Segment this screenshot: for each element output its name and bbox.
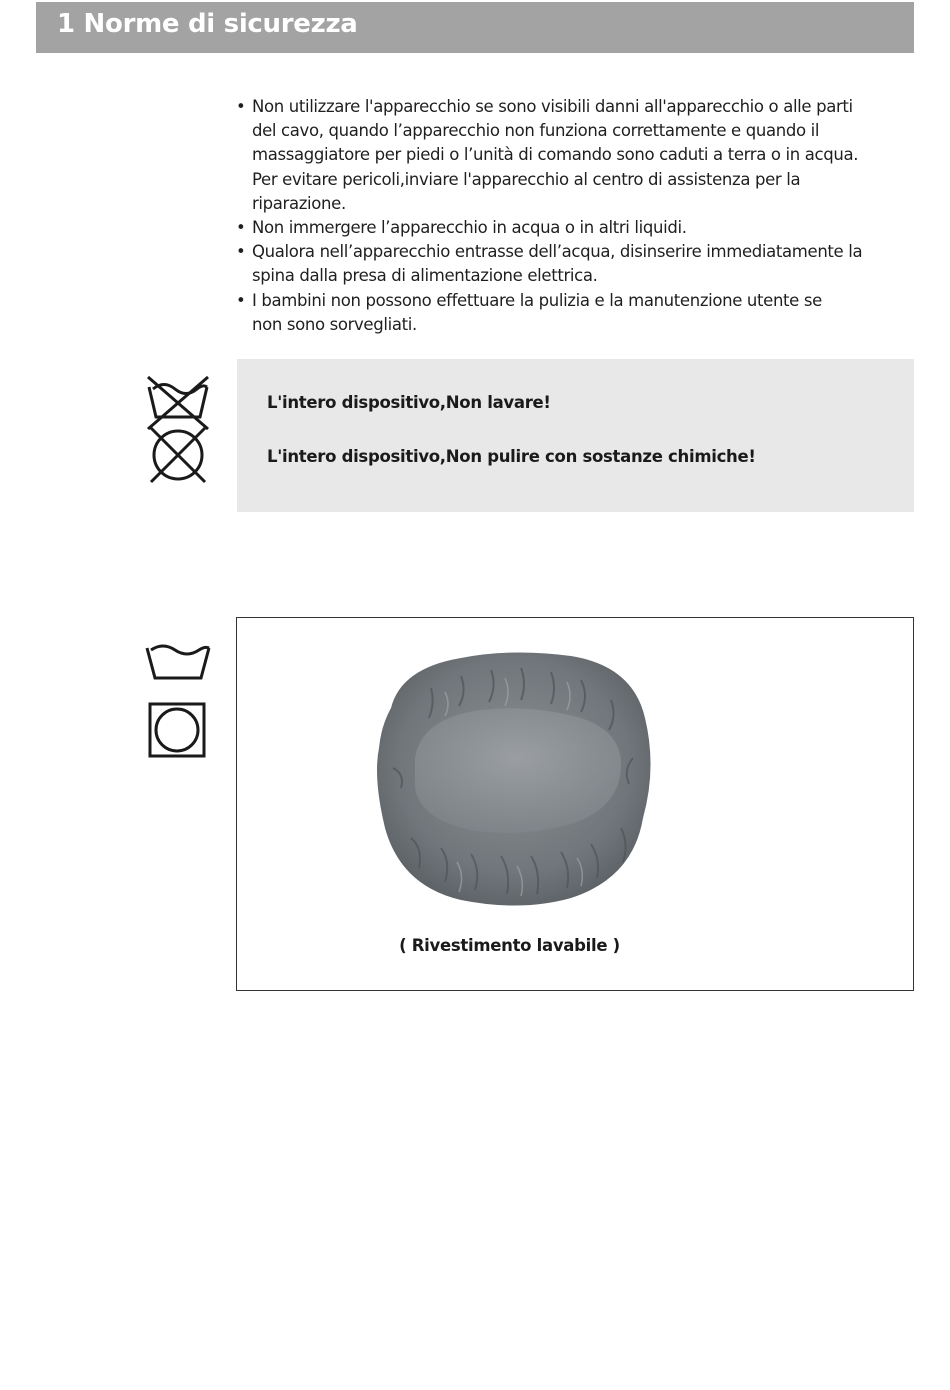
bullet-line: Per evitare pericoli,inviare l'apparecchio al centro di assistenza per la xyxy=(252,169,801,189)
bullet-line: riparazione. xyxy=(252,193,346,213)
list-item: • Non utilizzare l'apparecchio se sono visibili danni all'apparecchio o alle parti del cavo, quando l’apparecchio non funziona correttamente e quando il massaggiatore per piedi o l’unità di comando sono caduti a terra o in acqua. Per evitare pericoli,inviare l'apparecchio al centro di assistenza per la riparazione. xyxy=(236,97,859,213)
list-item: • Qualora nell’apparecchio entrasse dell’acqua, disinserire immediatamente la spina dalla presa di alimentazione elettrica. xyxy=(236,242,863,286)
section-header xyxy=(36,2,914,53)
tumble-dry-icon xyxy=(146,700,208,760)
washable-cover-image xyxy=(371,648,655,914)
no-chemical-warning: L'intero dispositivo,Non pulire con sostanze chimiche! xyxy=(267,447,756,466)
cover-caption: ( Rivestimento lavabile ) xyxy=(399,936,620,955)
section-title: 1 Norme di sicurezza xyxy=(57,9,358,39)
bullet-line: I bambini non possono effettuare la pulizia e la manutenzione utente se xyxy=(252,290,822,310)
bullet-line: non sono sorvegliati. xyxy=(252,314,417,334)
bullet-line: spina dalla presa di alimentazione elettrica. xyxy=(252,266,598,286)
no-wash-icon xyxy=(143,373,213,431)
no-chemical-clean-icon xyxy=(143,425,213,485)
no-wash-warning: L'intero dispositivo,Non lavare! xyxy=(267,393,551,412)
bullet-line: Qualora nell’apparecchio entrasse dell’acqua, disinserire immediatamente la xyxy=(252,242,863,262)
wash-tub-icon xyxy=(143,640,213,684)
bullet-line: Non immergere l’apparecchio in acqua o in altri liquidi. xyxy=(252,218,687,238)
warning-box xyxy=(237,359,914,512)
list-item: • I bambini non possono effettuare la pulizia e la manutenzione utente se non sono sorvegliati. xyxy=(236,290,822,334)
bullet-line: del cavo, quando l’apparecchio non funziona correttamente e quando il xyxy=(252,121,820,141)
bullet-line: Non utilizzare l'apparecchio se sono visibili danni all'apparecchio o alle parti xyxy=(252,97,853,116)
bullet-line: massaggiatore per piedi o l’unità di comando sono caduti a terra o in acqua. xyxy=(252,145,859,165)
list-item: • Non immergere l’apparecchio in acqua o in altri liquidi. xyxy=(236,218,687,238)
safety-bullet-list xyxy=(236,95,916,337)
washable-cover-panel xyxy=(236,617,914,991)
